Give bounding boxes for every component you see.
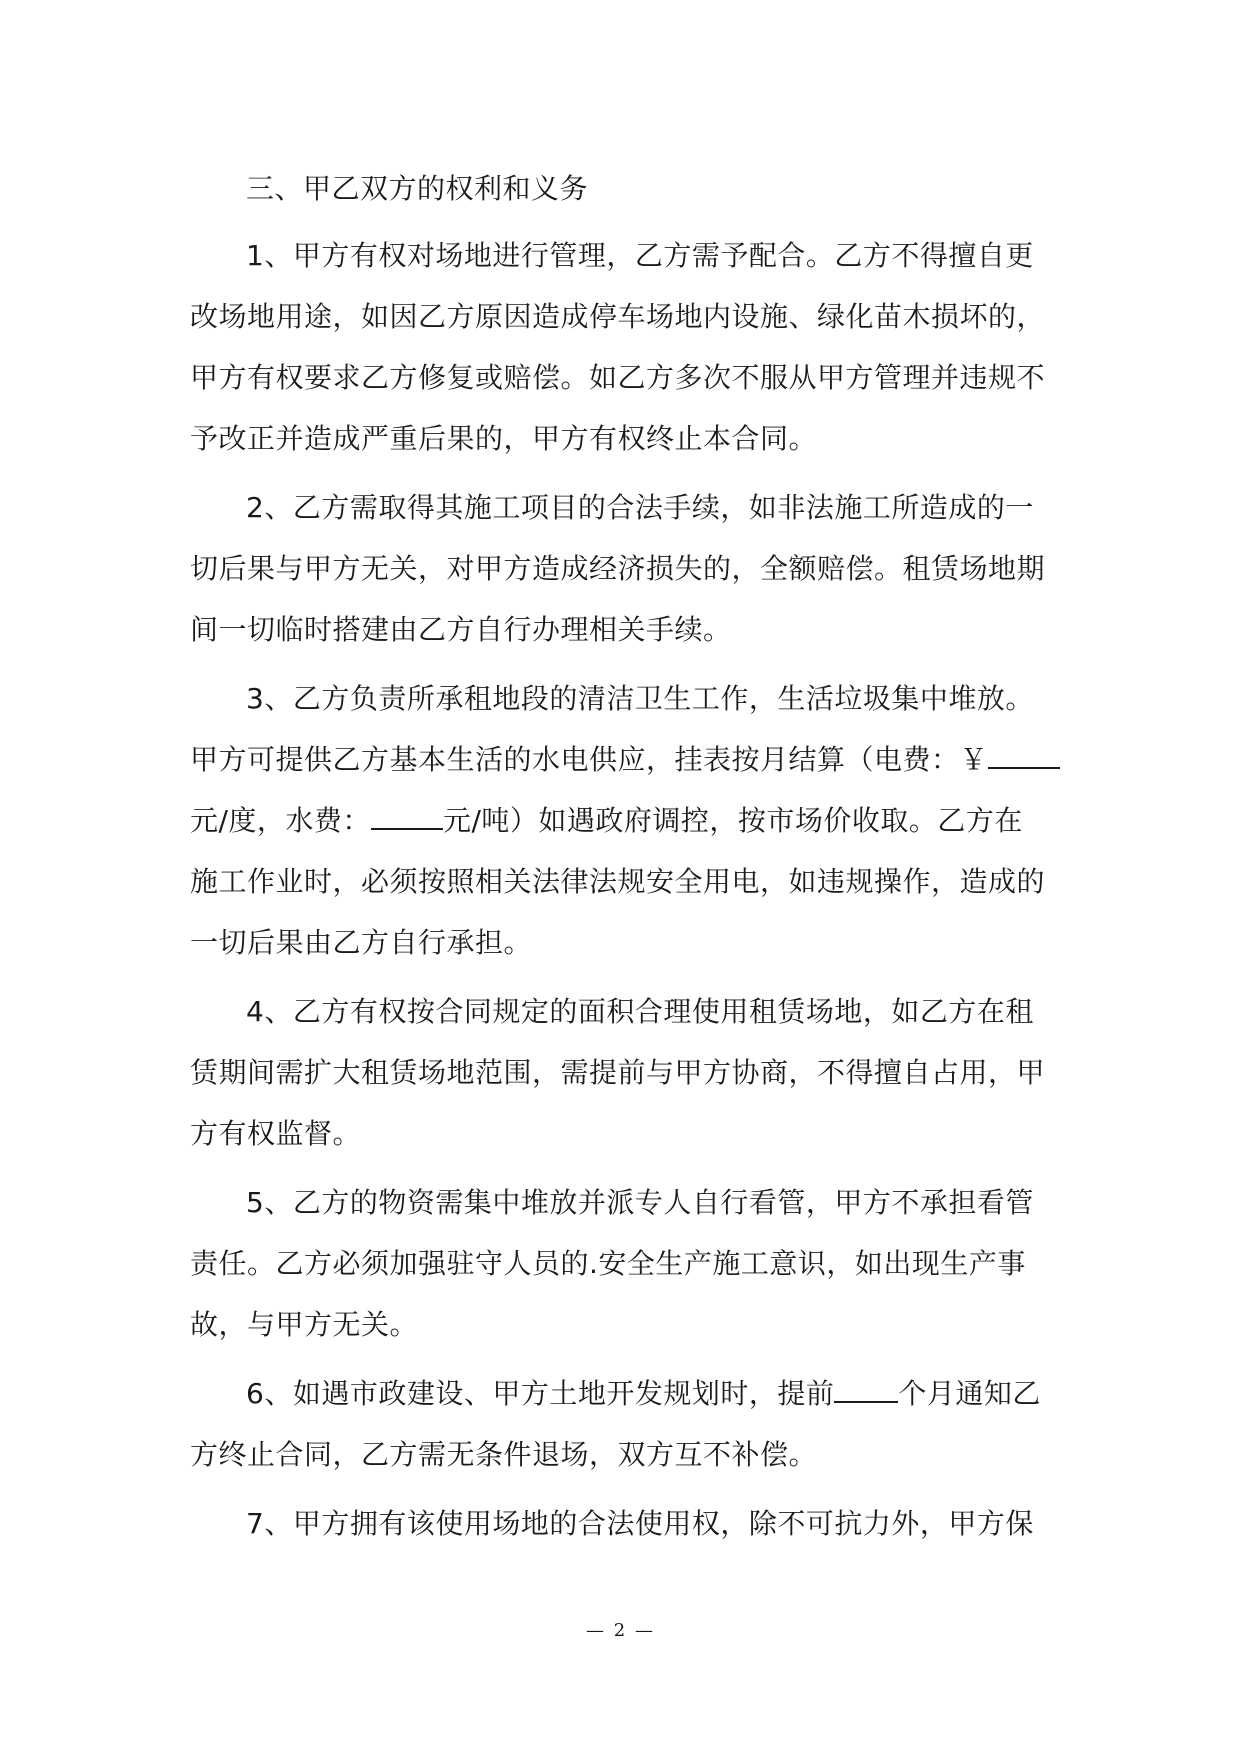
clause-4 [190,981,1050,1164]
clause-text: 个月通知乙 [898,1377,1041,1410]
clause-text: 元/度，水费： [190,804,371,837]
clause-line: 切后果与甲方无关，对甲方造成经济损失的，全额赔偿。租赁场地期 [190,552,1046,585]
clause-line: 故，与甲方无关。 [190,1308,419,1341]
clause-1 [190,225,1050,469]
clause-line: 予改正并造成严重后果的，甲方有权终止本合同。 [190,422,818,455]
clause-6 [190,1363,1050,1485]
clause-line: 间一切临时搭建由乙方自行办理相关手续。 [190,613,732,646]
electricity-fee-blank [988,737,1060,769]
clause-line: 改场地用途，如因乙方原因造成停车场地内设施、绿化苗木损坏的， [190,300,1046,333]
clause-line: 1、甲方有权对场地进行管理，乙方需予配合。乙方不得擅自更 [246,239,1034,272]
clause-5 [190,1172,1050,1355]
clause-line: 甲方有权要求乙方修复或赔偿。如乙方多次不服从甲方管理并违规不 [190,361,1046,394]
clause-line: 一切后果由乙方自行承担。 [190,926,533,959]
clause-7 [190,1493,1050,1554]
clause-line [190,790,1050,851]
document-body [190,158,1050,1562]
clause-line: 方有权监督。 [190,1117,362,1150]
clause-line [190,1363,1050,1424]
clause-3 [190,668,1050,973]
section-title: 三、甲乙双方的权利和义务 [246,172,589,205]
clause-line: 责任。乙方必须加强驻守人员的.安全生产施工意识，如出现生产事 [190,1247,1026,1280]
clause-line [190,729,1050,790]
clause-text: 元/吨）如遇政府调控，按市场价收取。乙方在 [442,804,1023,837]
clause-2 [190,477,1050,660]
notice-months-blank [834,1371,898,1403]
clause-line: 施工作业时，必须按照相关法律法规安全用电，如违规操作，造成的 [190,865,1046,898]
clause-line: 2、乙方需取得其施工项目的合法手续，如非法施工所造成的一 [246,491,1034,524]
clause-line: 7、甲方拥有该使用场地的合法使用权，除不可抗力外，甲方保 [246,1507,1034,1540]
clause-line: 方终止合同，乙方需无条件退场，双方互不补偿。 [190,1438,818,1471]
clause-line: 赁期间需扩大租赁场地范围，需提前与甲方协商，不得擅自占用，甲 [190,1056,1046,1089]
clause-line: 3、乙方负责所承租地段的清洁卫生工作，生活垃圾集中堆放。 [246,682,1034,715]
water-fee-blank [371,798,443,830]
clause-text: 甲方可提供乙方基本生活的水电供应，挂表按月结算（电费：￥ [190,743,989,776]
clause-text: 6、如遇市政建设、甲方土地开发规划时，提前 [246,1377,835,1410]
page-number: — 2 — [586,1620,655,1641]
clause-line: 4、乙方有权按合同规定的面积合理使用租赁场地，如乙方在租 [246,995,1034,1028]
clause-line: 5、乙方的物资需集中堆放并派专人自行看管，甲方不承担看管 [246,1186,1034,1219]
